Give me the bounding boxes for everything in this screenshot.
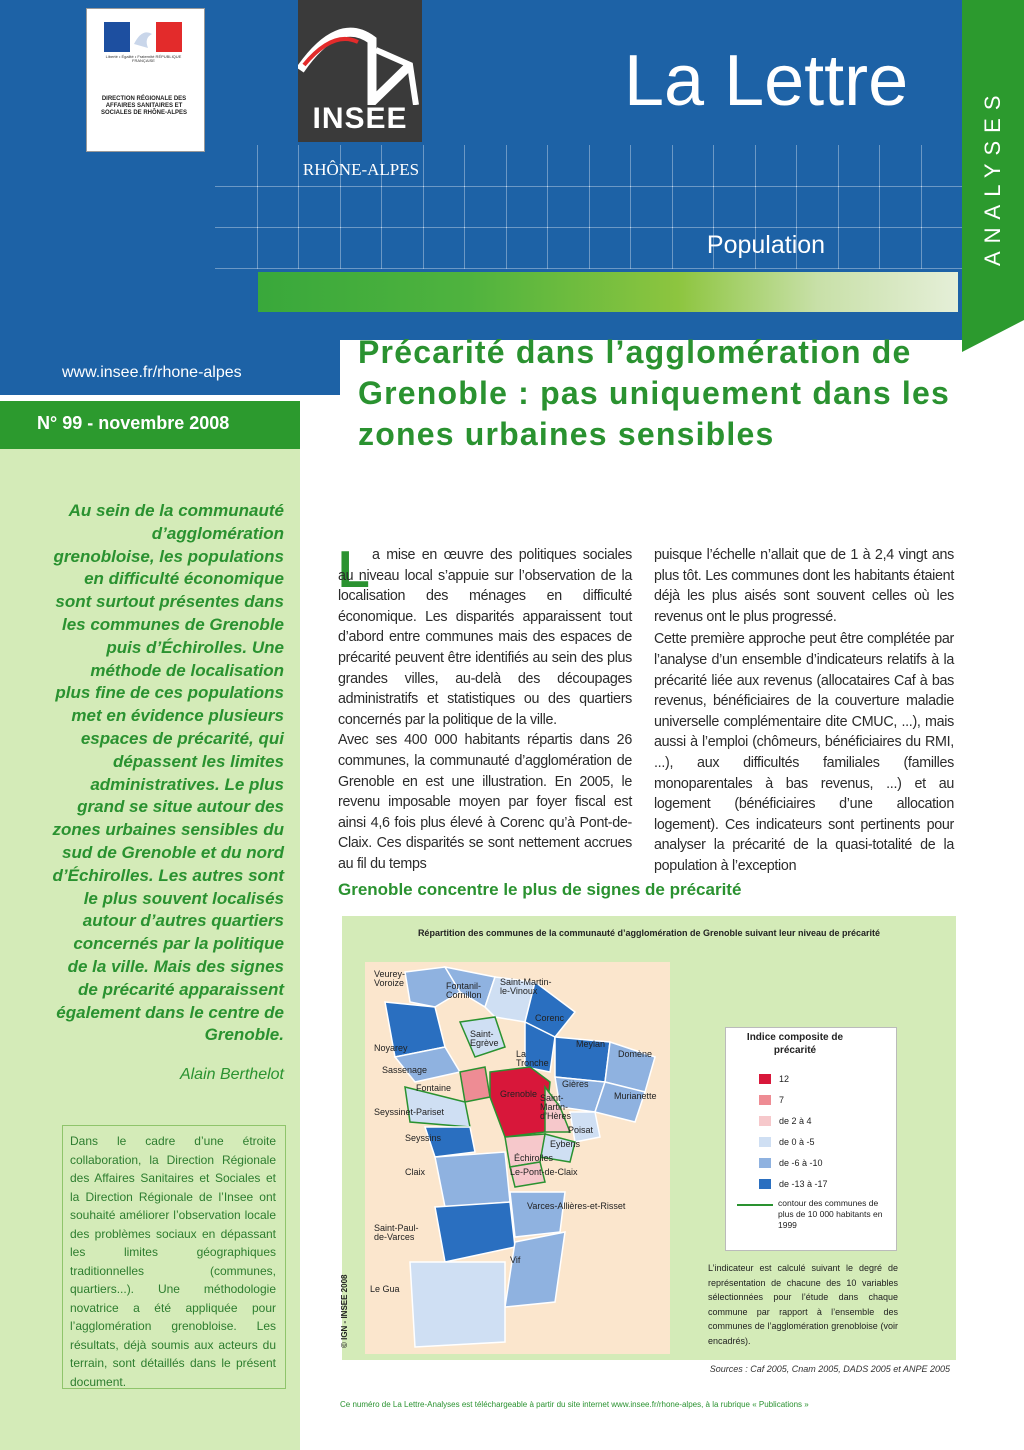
insee-name: INSEE <box>312 102 408 135</box>
legend-item <box>759 1116 812 1126</box>
map-label-seyssins: Seyssins <box>405 1133 442 1143</box>
header-grid-cell <box>506 186 549 228</box>
legend-label: de 2 à 4 <box>779 1116 812 1126</box>
header-grid-cell <box>257 145 300 187</box>
map-label-poisat: Poisat <box>568 1125 594 1135</box>
header-grid-cell <box>630 227 673 269</box>
header-grid-cell <box>257 186 300 228</box>
body-paragraph: puisque l’échelle n’allait que de 1 à 2,4 vingt ans plus tôt. Les communes dont les habitants étaient déjà les plus aisés sont souvent celles où les revenus ont le plus progressé. <box>654 547 954 625</box>
issue-number: N° 99 - novembre 2008 <box>37 413 230 433</box>
legend-label: 12 <box>779 1074 790 1084</box>
header-grid-cell <box>423 227 466 269</box>
header-grid-cell <box>464 186 507 228</box>
header-grid-cell <box>921 227 964 269</box>
legend-label: de 0 à -5 <box>779 1137 815 1147</box>
analyses-series-label <box>962 40 1024 280</box>
body-column-1 <box>338 545 632 875</box>
map-label-noyarey: Noyarey <box>374 1043 408 1053</box>
header-grid-cell <box>298 186 341 228</box>
header-grid-cell <box>838 186 881 228</box>
website-url[interactable]: www.insee.fr/rhone-alpes <box>62 364 242 381</box>
header-grid-cell <box>672 145 715 187</box>
header-grid-cell <box>506 227 549 269</box>
body-paragraph: a mise en œuvre des politiques sociales au niveau local s’appuie sur l’observation de la localisation des ménages en difficulté économique. Les disparités apparaissent tout d’abord entre communes mais des espaces de précarité peuvent être identifiés au sein des plus grandes villes, au-delà des découpages administratifs et statistiques ou des quartiers concernés par la politique de la ville. <box>338 547 632 728</box>
legend-swatch <box>759 1074 771 1084</box>
map-area-varces <box>510 1192 565 1237</box>
map-label-fontaine: Fontaine <box>416 1083 452 1093</box>
header-grid-cell <box>215 227 258 269</box>
legend-swatch <box>759 1116 771 1126</box>
map-label-fontanil: Fontanil-Cornillon <box>446 981 482 1000</box>
government-agency-name: DIRECTION RÉGIONALE DES AFFAIRES SANITAIRES ET SOCIALES DE RHÔNE-ALPES <box>100 96 187 116</box>
body-column-2 <box>654 545 954 877</box>
legend-item <box>759 1095 784 1105</box>
header-grid-cell <box>464 227 507 269</box>
map-label-corenc: Corenc <box>535 1013 565 1023</box>
header-grid-cell <box>838 145 881 187</box>
abstract-text: Au sein de la communauté d’agglomération grenobloise, les populations en difficulté économique sont surtout présentes dans les communes de Grenoble puis d’Échirolles. Une méthode de localisation plus fine de ces populations met en évidence plusieurs espaces de précarité, qui dépassent les limites administratives. Le plus grand se situe autour des zones urbaines sensibles du sud de Grenoble et du nord d’Échirolles. Les autres sont le plus souvent localisés autour d’autres quartiers concernés par la politique de la ville. Mais des signes de précarité apparaissent également dans le centre de Grenoble. <box>52 501 284 1045</box>
legend-label: de -13 à -17 <box>779 1179 828 1189</box>
header-grid-cell <box>464 145 507 187</box>
map-label-saint-egreve: Saint-Egrève <box>470 1029 499 1048</box>
header-grid-cell <box>340 227 383 269</box>
header-grid-cell <box>796 186 839 228</box>
header-grid-cell <box>713 145 756 187</box>
map-label-domene: Domène <box>618 1049 653 1059</box>
header-grid-cell <box>340 186 383 228</box>
map-area-fontaine <box>460 1067 490 1102</box>
map-label-saint-martin-vinoux: Saint-Martin-le-Vinoux <box>500 977 552 996</box>
map-label-grenoble: Grenoble <box>500 1089 538 1099</box>
svg-text:ANALYSES: ANALYSES <box>980 87 1005 266</box>
header-grid-cell <box>547 145 590 187</box>
legend-contour-label <box>778 1198 890 1231</box>
body-paragraph: Avec ses 400 000 habitants répartis dans 26 communes, la communauté d’agglomération de Grenoble en est une illustration. En 2005, le revenu imposable moyen par foyer fiscal est ainsi 4,6 fois plus élevé à Corenc qu’à Pont-de-Claix. Ces disparités se sont nettement accrues au fil du temps <box>338 732 632 872</box>
map-label-eybens: Eybens <box>550 1139 581 1149</box>
map-label-vif: Vif <box>510 1255 521 1265</box>
header-grid-cell <box>215 145 258 187</box>
header-grid-cell <box>547 227 590 269</box>
map-label-pont-de-claix: Le-Pont-de-Claix <box>510 1167 578 1177</box>
map-copyright: © IGN - INSEE 2008 <box>340 1274 349 1348</box>
legend-swatch <box>759 1095 771 1105</box>
header-grid-cell <box>381 227 424 269</box>
header-grid-cell <box>589 186 632 228</box>
footer-note: Ce numéro de La Lettre-Analyses est téléchargeable à partir du site internet www.insee.fr/rhone-alpes, à la rubrique « Publications » <box>340 1400 809 1409</box>
map-area-claix <box>435 1152 510 1207</box>
legend-item <box>759 1137 815 1147</box>
article-title: Précarité dans l’agglomération de Grenoble : pas uniquement dans les zones urbaines sensibles <box>358 334 951 452</box>
map-title: Répartition des communes de la communauté d’agglomération de Grenoble suivant leur niveau de précarité <box>417 928 881 938</box>
map-label-la-tronche: La Tronche <box>516 1049 549 1068</box>
header-grid-cell <box>381 186 424 228</box>
legend-swatch <box>759 1137 771 1147</box>
legend-label: 7 <box>779 1095 785 1105</box>
map-area-saint-paul-varces <box>435 1202 515 1262</box>
header-grid-cell <box>672 186 715 228</box>
legend-item <box>759 1158 823 1168</box>
map-label-le-gua: Le Gua <box>370 1284 400 1294</box>
legend-item <box>759 1179 828 1189</box>
map-label-gieres: Gières <box>562 1079 589 1089</box>
header-grid-cell <box>423 186 466 228</box>
header-grid-cell <box>713 186 756 228</box>
map-label-saint-paul-varces: Saint-Paul-de-Varces <box>374 1223 419 1242</box>
header-grid-cell <box>630 145 673 187</box>
legend-contour-text: contour des communes de plus de 10 000 habitants en 1999 <box>778 1198 883 1230</box>
header-grid-cell <box>879 145 922 187</box>
header-grid-cell <box>755 145 798 187</box>
inset-text: Dans le cadre d’une étroite collaboration, la Direction Régionale des Affaires Sanitaires et Sociales et la Direction Régionale de l’Insee ont souhaité améliorer l’observation locale des problèmes sociaux en dépassant les limites géographiques traditionnelles (communes, quartiers...). Une méthodologie novatrice a été appliquée pour l’agglomération grenobloise. Les résultats, déjà soumis aux acteurs du terrain, sont détaillés dans le présent document. <box>70 1134 276 1389</box>
map-label-saint-martin-heres: Saint-Martin-d’Hères <box>540 1093 572 1121</box>
insee-logo-mark-icon <box>298 10 422 105</box>
header-grid-cell <box>589 145 632 187</box>
insee-region: RHÔNE-ALPES <box>302 160 420 179</box>
legend-item <box>759 1074 789 1084</box>
header-grid-cell <box>879 227 922 269</box>
map-label-seyssinet: Seyssinet-Pariset <box>374 1107 445 1117</box>
header-grid-cell <box>796 145 839 187</box>
header-grid-cell <box>589 227 632 269</box>
header-grid-cell <box>257 227 300 269</box>
publication-title: La Lettre <box>624 41 909 121</box>
header-grid-cell <box>423 145 466 187</box>
map-label-veurey: Veurey-Voroize <box>374 969 406 988</box>
header-grid-cell <box>298 227 341 269</box>
government-motto: Liberté • Égalité • Fraternité RÉPUBLIQUE FRANÇAISE <box>105 54 182 63</box>
map-area-le-gua <box>410 1262 505 1347</box>
map-label-claix: Claix <box>405 1167 426 1177</box>
header-grid-cell <box>755 186 798 228</box>
map-label-sassenage: Sassenage <box>382 1065 428 1075</box>
header-grid-cell <box>630 186 673 228</box>
body-paragraph: Cette première approche peut être complétée par l’analyse d’un ensemble d’indicateurs relatifs à la précarité liée aux revenus (allocataires Caf à bas revenus, bénéficiaires de la couverture maladie universelle complémentaire dite CMUC, ...), mais aussi à l’emploi (chômeurs, bénéficiaires du RMI, ...), aux difficultés familiales (familles monoparentales à bas revenus, ...) et au logement (bénéficiaires d’une allocation logement). Ces indicateurs sont pertinents pour analyser la précarité de la quasi-totalité de la population à l’exception <box>654 631 954 874</box>
map-label-meylan: Meylan <box>576 1039 606 1049</box>
indicator-note: L’indicateur est calculé suivant le degré de représentation de chacune des 10 variables sélectionnées pour l’étude dans chaque commune par rapport à l’ensemble des communes de l’agglomération grenobloise (voir encadrés). <box>708 1263 898 1346</box>
header-grid-cell <box>215 186 258 228</box>
header-grid-cell <box>879 186 922 228</box>
map-label-murianette: Murianette <box>614 1091 657 1101</box>
legend-contour-line-icon <box>737 1202 773 1208</box>
header-grid-cell <box>921 186 964 228</box>
header-grid-cell <box>921 145 964 187</box>
legend-swatch <box>759 1179 771 1189</box>
header-grid-cell <box>506 145 549 187</box>
legend-swatch <box>759 1158 771 1168</box>
map-label-echirolles: Échirolles <box>514 1153 554 1163</box>
legend-title: Indice composite de précarité <box>746 1032 844 1056</box>
header-grid-cell <box>547 186 590 228</box>
section-label: Population <box>706 231 826 259</box>
drop-cap: L <box>338 541 370 599</box>
header-green-strip <box>258 272 958 312</box>
figure-heading: Grenoble concentre le plus de signes de précarité <box>338 880 742 899</box>
map-label-varces: Varces-Allières-et-Risset <box>527 1201 626 1211</box>
author-name: Alain Berthelot <box>179 1066 284 1083</box>
figure-sources: Sources : Caf 2005, Cnam 2005, DADS 2005 et ANPE 2005 <box>709 1364 950 1374</box>
legend-label: de -6 à -10 <box>779 1158 823 1168</box>
french-republic-flag-icon <box>104 22 182 52</box>
